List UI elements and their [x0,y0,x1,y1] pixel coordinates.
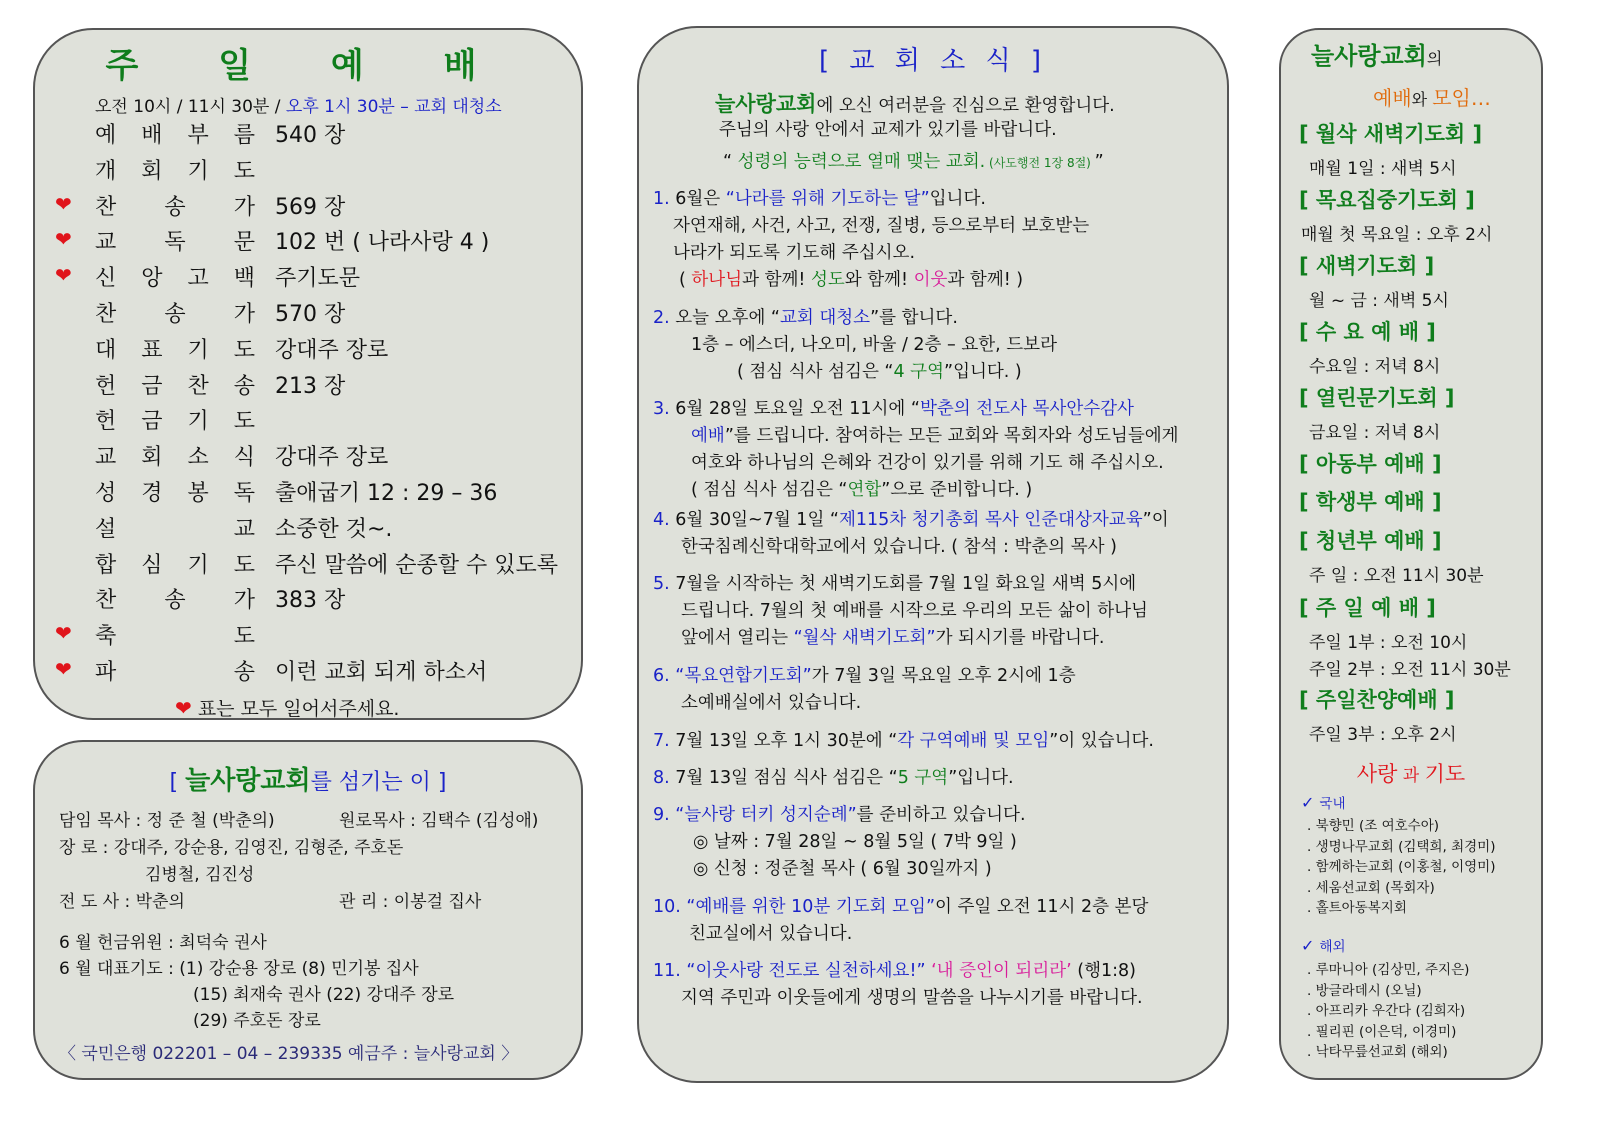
elders-cont: 김병철, 김진성 [145,865,255,885]
worship-times-cleaning: 오후 1시 30분 – 교회 대청소 [285,97,502,117]
order-label-char: 도 [233,552,255,578]
order-value: 383 장 [275,588,346,614]
welcome-text: 에 오신 여러분을 진심으로 환영합니다. [816,96,1115,116]
item-number: 1. [653,189,670,209]
order-row [55,548,575,582]
heart-icon: ❤ [175,696,192,720]
item-text: 가 7월 3일 목요일 오후 2시에 1층 [811,666,1076,686]
order-label-char: 신 [95,266,117,292]
item-text: 앞에서 열리는 [681,628,794,648]
meeting-time: 월 ~ 금 : 새벽 5시 [1309,291,1449,311]
order-value: 569 장 [275,194,346,220]
item-highlight: 교회 대청소 [779,308,871,328]
meeting-section-title: [ 주 일 예 배 ] [1299,596,1436,620]
news-item-2-line-3 [737,358,1022,383]
representative-prayer-2: (15) 최재숙 권사 (22) 강대주 장로 [193,985,455,1005]
church-motto [723,148,1104,173]
order-row [55,154,575,188]
news-item-5-line-3 [681,624,1104,649]
item-highlight: 연합 [847,480,882,500]
welcome-line-2: 주님의 사랑 안에서 교제가 있기를 바랍니다. [719,120,1057,140]
order-value: 강대주 장로 [275,445,389,471]
item-highlight: “목요연합기도회” [669,666,812,686]
news-item-6 [653,662,1076,687]
order-label [95,404,255,435]
item-text: ”입니다. ) [944,362,1022,382]
item-text: ”이 있습니다. [1049,731,1154,751]
order-label [95,225,255,256]
prayer-item: . 함께하는교회 (이홍철, 이영미) [1307,859,1496,875]
order-label-char: 소 [187,445,209,471]
welcome-church-name: 늘사랑교회 [715,92,817,116]
item-highlight: 이웃 [913,270,948,290]
order-row [55,297,575,331]
senior-pastor: 담임 목사 : 정 준 철 (박춘의) [59,811,275,831]
representative-prayer: 6 월 대표기도 : (1) 강순용 장로 (8) 민기봉 집사 [59,959,419,979]
item-text: 과 함께! ) [947,270,1024,290]
evangelist: 전 도 사 : 박춘의 [59,892,185,912]
order-label-char: 표 [141,337,163,363]
prayer-and: 과 [1397,766,1425,786]
worship-times-main: 오전 10시 / 11시 30분 / [95,97,286,117]
news-item-11 [653,957,1136,982]
order-label-char: 송 [164,302,186,327]
item-text: ”으로 준비합니다. ) [881,480,1033,500]
news-item-10-line-2: 친교실에서 있습니다. [689,924,853,944]
motto-text: 성령의 능력으로 열매 맺는 교회. [737,152,986,172]
item-text: 오늘 오후에 “ [669,308,780,328]
prayer-item: . 홀트아동복지회 [1307,900,1407,916]
prayer-item: . 루마니아 (김상민, 주지은) [1307,962,1470,978]
news-item-4-line-2: 한국침례신학대학교에서 있습니다. ( 참석 : 박춘의 목사 ) [681,537,1117,557]
meeting-section-title: [ 수 요 예 배 ] [1299,320,1436,344]
news-item-9-dates: ◎ 날짜 : 7월 28일 ~ 8월 5일 ( 7박 9일 ) [693,832,1017,852]
meeting-time: 매월 첫 목요일 : 오후 2시 [1301,225,1493,245]
news-item-10 [653,893,1148,918]
order-row [55,333,575,367]
heart-icon: ❤ [55,227,72,252]
order-value: 570 장 [275,302,346,327]
order-row [55,225,575,259]
heart-icon: ❤ [55,621,72,646]
order-label [95,154,255,185]
order-label [95,655,255,686]
worship-times [95,92,502,117]
meeting-time: 주 일 : 오전 11시 30분 [1309,566,1484,586]
item-text: 6월 30일~7월 1일 “ [669,510,839,530]
order-label-char: 봉 [187,481,209,506]
item-highlight: 하나님 [691,270,743,290]
item-number: 10. [653,897,681,917]
meeting-time: 매월 1일 : 새벽 5시 [1309,159,1457,179]
item-highlight: 각 구역예배 및 모임 [897,731,1050,751]
order-value: 213 장 [275,373,346,399]
item-number: 7. [653,731,670,751]
item-text: 입니다. [929,189,986,209]
news-item-1 [653,185,986,210]
item-highlight: “예배를 위한 10분 기도회 모임” [680,897,936,917]
order-label-char: 문 [233,230,255,256]
prayer-prayer: 기도 [1424,762,1466,786]
order-label-char: 축 [95,624,117,650]
item-text: 7월 13일 점심 식사 섬김은 “ [669,768,898,788]
staff-panel [33,740,583,1080]
news-item-3-line-4 [691,476,1032,501]
news-item-9-signup: ◎ 신청 : 정준철 목사 ( 6월 30일까지 ) [693,859,992,879]
order-label-char: 경 [141,481,163,506]
item-highlight: 5 구역 [897,768,949,788]
news-item-3-line-3: 여호와 하나님의 은혜와 건강이 있기를 위해 기도 해 주십시오. [691,453,1164,473]
order-label-char: 심 [141,552,163,578]
order-value: 소중한 것~. [275,516,393,542]
item-number: 3. [653,399,670,419]
meetings-worship-word: 예배 [1373,86,1412,110]
prayer-item: . 필리핀 (이은덕, 이경미) [1307,1023,1457,1040]
news-item-3 [653,395,1134,420]
order-row [55,583,575,617]
order-label-char: 기 [187,552,209,578]
church-news-panel [637,26,1229,1083]
news-item-3-line-2 [691,422,1179,447]
order-row [55,619,575,653]
meeting-time: 주일 2부 : 오전 11시 30분 [1309,660,1511,680]
order-label-char: 성 [95,481,117,506]
motto-open-quote: “ [723,152,738,172]
prayer-love: 사랑 [1356,762,1398,786]
order-label [95,512,255,543]
order-label-char: 회 [141,158,163,184]
prayer-item: . 세움선교회 (목회자) [1307,879,1435,896]
order-label-char: 도 [233,158,255,184]
meeting-section-title: [ 청년부 예배 ] [1299,529,1442,553]
item-text: ( 점심 식사 섬김은 “ [737,362,894,382]
item-text: 를 준비하고 있습니다. [856,805,1026,825]
order-label-char: 가 [233,302,255,327]
emeritus-pastor: 원로목사 : 김택수 (김성애) [339,811,539,831]
order-value: 102 번 ( 나라사랑 4 ) [275,230,490,256]
news-item-2-line-2: 1층 – 에스더, 나오미, 바울 / 2층 – 요한, 드보라 [691,335,1057,355]
caretaker: 관 리 : 이봉걸 집사 [339,892,482,912]
item-number: 8. [653,768,670,788]
meeting-section-title: [ 아동부 예배 ] [1299,452,1442,476]
order-label-char: 파 [95,660,117,685]
meetings-subheader [1373,82,1491,111]
item-text: 6월은 [669,189,726,209]
meeting-section-title: [ 주일찬양예배 ] [1299,688,1455,712]
order-label [95,369,255,400]
meeting-time: 수요일 : 저녁 8시 [1309,357,1441,377]
worship-title: 주 일 예 배 [105,46,511,86]
prayer-item: . 아프리카 우간다 (김희자) [1307,1003,1466,1019]
meetings-church-name: 늘사랑교회 [1311,42,1427,70]
order-label [95,476,255,507]
item-highlight: “월삭 새벽기도회” [793,628,936,648]
order-value: 강대주 장로 [275,337,389,363]
news-item-11-line-2: 지역 주민과 이웃들에게 생명의 말씀을 나누시기를 바랍니다. [681,988,1143,1008]
news-item-9 [653,801,1026,826]
item-text: 와 함께! [844,270,914,290]
order-label [95,190,255,221]
order-label-char: 부 [187,123,209,148]
order-label-char: 도 [233,409,255,435]
meetings-header [1311,36,1442,71]
item-number: 9. [653,805,670,825]
item-number: 6. [653,666,670,686]
worship-order-panel [33,28,583,720]
order-row [55,261,575,295]
item-number: 5. [653,574,670,594]
news-item-2 [653,304,958,329]
order-label-char: 합 [95,552,117,578]
item-text: (행1:8) [1071,961,1136,981]
offering-committee: 6 월 헌금위원 : 최덕숙 권사 [59,933,267,953]
prayer-item: . 방글라데시 (오닐) [1307,982,1422,999]
item-highlight: 박춘의 전도사 목사안수감사 [919,399,1134,419]
order-label-char: 독 [233,481,255,506]
order-label-char: 찬 [95,194,117,220]
meeting-time: 금요일 : 저녁 8시 [1309,423,1441,443]
order-label [95,261,255,292]
item-highlight: “나라를 위해 기도하는 달” [725,189,930,209]
order-label [95,333,255,364]
staff-title-church: 늘사랑교회 [185,766,311,796]
meeting-section-title: [ 목요집중기도회 ] [1299,188,1475,212]
item-text: 과 함께! [742,270,811,290]
order-label-char: 송 [164,588,186,614]
prayer-item: . 생명나무교회 (김택희, 최경미) [1307,838,1496,855]
order-label-char: 회 [141,445,163,471]
heart-icon: ❤ [55,191,72,216]
order-label-char: 금 [141,409,163,435]
order-value: 540 장 [275,123,346,148]
order-label-char: 헌 [95,373,117,399]
meetings-and: 와 [1411,90,1433,109]
order-label-char: 배 [141,123,163,148]
standing-note-text: 표는 모두 일어서주세요. [197,698,400,720]
order-value: 주신 말씀에 순종할 수 있도록 [275,552,558,578]
item-highlight: “늘사랑 터키 성지순례” [669,805,857,825]
order-label [95,583,255,614]
item-text: ”를 합니다. [870,308,958,328]
order-label [95,297,255,328]
item-text: ”이 [1142,510,1169,530]
order-value: 출애굽기 12 : 29 – 36 [275,481,498,506]
representative-prayer-3: (29) 주호돈 장로 [193,1011,321,1031]
order-row [55,440,575,474]
news-item-8 [653,764,1014,789]
item-highlight: 제115차 청기총회 목사 인준대상자교육 [838,510,1143,530]
order-label-char: 기 [187,409,209,435]
order-label-char: 송 [233,373,255,399]
order-label-char: 고 [187,266,209,292]
elders: 장 로 : 강대주, 강순용, 김영진, 김형준, 주호돈 [59,838,404,858]
order-label-char: 가 [233,588,255,614]
meeting-section-title: [ 월삭 새벽기도회 ] [1299,122,1483,146]
item-highlight: “이웃사랑 전도로 실천하세요!” [680,961,926,981]
domestic-label: 국내 [1319,796,1346,812]
order-label-char: 기 [187,337,209,363]
order-label-char: 개 [95,158,117,184]
news-item-1-line-4 [679,266,1023,291]
order-label [95,619,255,650]
meeting-section-title: [ 새벽기도회 ] [1299,254,1435,278]
news-item-7 [653,727,1154,752]
order-label-char: 가 [233,194,255,220]
item-text: ”를 드립니다. 참여하는 모든 교회와 목회자와 성도님들에게 [724,426,1179,446]
check-icon: ✓ [1301,936,1315,955]
item-text: ”입니다. [948,768,1014,788]
order-label-char: 식 [233,445,255,471]
prayer-item: . 북향민 (조 여호수아) [1307,818,1440,834]
item-highlight: ‘내 증인이 되리라’ [925,961,1072,981]
item-highlight: 예배 [691,426,725,446]
item-number: 2. [653,308,670,328]
news-item-6-line-2: 소예배실에서 있습니다. [681,693,862,713]
staff-title-open: [ [169,770,186,795]
order-label-char: 송 [233,660,255,685]
order-label-char: 름 [233,123,255,148]
order-label-char: 독 [164,230,186,256]
standing-note [175,694,399,721]
item-text: 이 주일 오전 11시 2층 본당 [935,897,1149,917]
order-label-char: 기 [187,158,209,184]
meetings-meet-word: 모임… [1432,86,1491,110]
order-label [95,440,255,471]
order-row [55,655,575,689]
order-label-char: 교 [95,230,117,256]
welcome-line [715,88,1115,118]
item-number: 4. [653,510,670,530]
order-label-char: 찬 [95,588,117,614]
item-number: 11. [653,961,681,981]
order-row [55,476,575,510]
order-label-char: 교 [233,516,255,542]
staff-title-rest: 를 섬기는 이 ] [310,770,447,795]
meeting-time: 주일 1부 : 오전 10시 [1309,633,1468,653]
heart-icon: ❤ [55,263,72,288]
heart-icon: ❤ [55,657,72,681]
order-row [55,190,575,224]
order-label-char: 도 [233,337,255,363]
news-title: [ 교 회 소 식 ] [818,46,1048,76]
meeting-section-title: [ 열린문기도회 ] [1299,386,1455,410]
item-text: 6월 28일 토요일 오전 11시에 “ [669,399,920,419]
prayer-title [1281,758,1541,788]
meeting-section-title: [ 학생부 예배 ] [1299,490,1442,514]
order-label [95,548,255,579]
news-item-4 [653,506,1169,531]
order-label-char: 앙 [141,266,163,292]
news-item-1-line-2: 자연재해, 사건, 사고, 전쟁, 질병, 등으로부터 보호받는 [673,216,1090,236]
order-row [55,369,575,403]
bank-account: 〈 국민은행 022201 – 04 – 239335 예금주 : 늘사랑교회 〉 [59,1044,519,1064]
item-text: 가 되시기를 바랍니다. [935,628,1105,648]
motto-reference: (사도행전 1장 8절) [985,156,1095,170]
order-label-char: 찬 [95,302,117,327]
overseas-header [1301,935,1346,955]
prayer-item: . 낙타무릎선교회 (해외) [1307,1044,1448,1060]
item-text: ( 점심 식사 섬김은 “ [691,480,848,500]
item-text: 7월을 시작하는 첫 새벽기도회를 7월 1일 화요일 새벽 5시에 [669,574,1137,594]
order-label-char: 설 [95,516,117,542]
news-item-1-line-3: 나라가 되도록 기도해 주십시오. [673,243,916,263]
order-label-char: 금 [141,373,163,399]
news-item-5-line-2: 드립니다. 7월의 첫 예배를 시작으로 우리의 모든 삶이 하나님 [681,601,1148,621]
staff-title [35,760,581,797]
order-label-char: 송 [164,194,186,220]
order-value: 주기도문 [275,266,361,292]
order-row [55,118,575,152]
order-label-char: 헌 [95,409,117,435]
meeting-time: 주일 3부 : 오후 2시 [1309,725,1457,745]
check-icon: ✓ [1301,793,1315,812]
order-row [55,404,575,438]
order-label [95,118,255,149]
domestic-header [1301,792,1346,812]
order-label-char: 대 [95,337,117,363]
news-item-5 [653,570,1136,595]
meetings-of: 의 [1426,49,1443,68]
order-label-char: 예 [95,123,117,148]
item-text: ( [679,270,692,290]
order-value: 이런 교회 되게 하소서 [275,660,488,685]
order-label-char: 백 [233,266,255,292]
overseas-label: 해외 [1319,939,1346,955]
motto-close-quote: ” [1094,152,1104,172]
order-label-char: 교 [95,445,117,471]
item-highlight: 4 구역 [893,362,944,382]
item-highlight: 성도 [810,270,845,290]
meetings-panel [1279,28,1543,1080]
order-label-char: 도 [233,624,255,650]
item-text: 7월 13일 오후 1시 30분에 “ [669,731,898,751]
order-label-char: 찬 [187,373,209,399]
order-row [55,512,575,546]
